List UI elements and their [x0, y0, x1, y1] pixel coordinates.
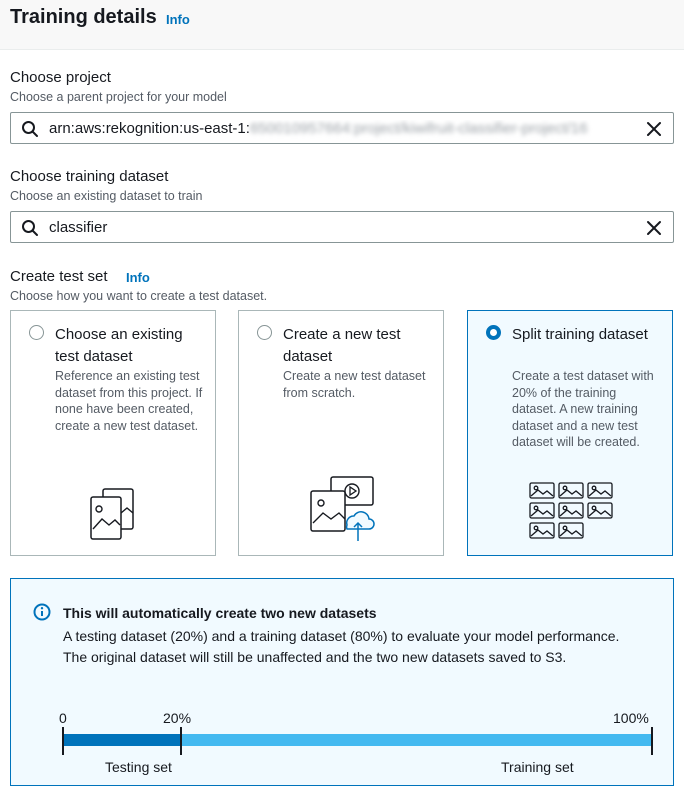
image-grid-icon: [528, 481, 614, 541]
project-value-redacted: 650010957664:project/kiwifruit-classifier-project/16: [249, 120, 588, 137]
test-set-description: Choose how you want to create a test dataset.: [10, 289, 268, 303]
alert-line-2: The original dataset will still be unaffected and the two new datasets saved to S3.: [63, 649, 567, 665]
split-bar-tick-end: [651, 727, 653, 755]
split-bar-tick-start: [62, 727, 64, 755]
split-bar-tick-split: [180, 727, 182, 755]
dataset-search-input[interactable]: [10, 211, 674, 243]
tile-title: Choose an existing test dataset: [55, 326, 183, 365]
project-description: Choose a parent project for your model: [10, 90, 227, 104]
project-search-input[interactable]: [10, 112, 674, 144]
tile-description: Reference an existing test dataset from this project. If none have been created, create a new test dataset.: [55, 369, 203, 433]
page-title: Training details: [10, 6, 157, 28]
radio-button-selected[interactable]: [486, 325, 501, 340]
test-set-info-link[interactable]: Info: [126, 270, 150, 285]
tile-description: Create a test dataset with 20% of the training dataset. A new training dataset and a new test dataset will be created.: [512, 369, 654, 449]
split-bar-start-label: 0: [59, 710, 67, 726]
test-set-label: Create test set: [10, 268, 108, 285]
tile-new-test-dataset[interactable]: [238, 310, 444, 556]
alert-title: This will automatically create two new datasets: [63, 605, 377, 621]
tile-split-training-dataset[interactable]: [467, 310, 673, 556]
project-value: [49, 120, 643, 140]
clear-icon[interactable]: [645, 120, 663, 138]
tile-title: Create a new test dataset: [283, 326, 401, 365]
dataset-value: classifier: [49, 219, 108, 236]
project-value-prefix: arn:aws:rekognition:us-east-1:: [49, 120, 250, 137]
radio-button[interactable]: [29, 325, 44, 340]
training-set-label: Training set: [501, 759, 574, 775]
alert-line-1: A testing dataset (20%) and a training dataset (80%) to evaluate your model performance.: [63, 628, 620, 644]
dataset-description: Choose an existing dataset to train: [10, 189, 203, 203]
split-bar-end-label: 100%: [613, 710, 649, 726]
tile-description: Create a new test dataset from scratch.: [283, 369, 426, 400]
search-icon: [21, 219, 39, 237]
clear-icon[interactable]: [645, 219, 663, 237]
project-label: Choose project: [10, 69, 111, 86]
split-bar-split-label: 20%: [163, 710, 192, 726]
split-bar-testing-fill: [63, 734, 181, 746]
search-icon: [21, 120, 39, 138]
dataset-label: Choose training dataset: [10, 168, 169, 185]
radio-button[interactable]: [257, 325, 272, 340]
info-alert: [10, 578, 674, 786]
info-icon: [33, 603, 51, 621]
header-info-link[interactable]: Info: [166, 12, 190, 27]
media-upload-icon: [309, 475, 377, 543]
image-stack-icon: [89, 487, 137, 541]
tile-existing-test-dataset[interactable]: [10, 310, 216, 556]
tile-title: Split training dataset: [512, 326, 648, 343]
split-bar-track: [63, 734, 653, 746]
testing-set-label: Testing set: [105, 759, 172, 775]
alert-body: [63, 626, 663, 668]
page-header: [0, 0, 684, 50]
